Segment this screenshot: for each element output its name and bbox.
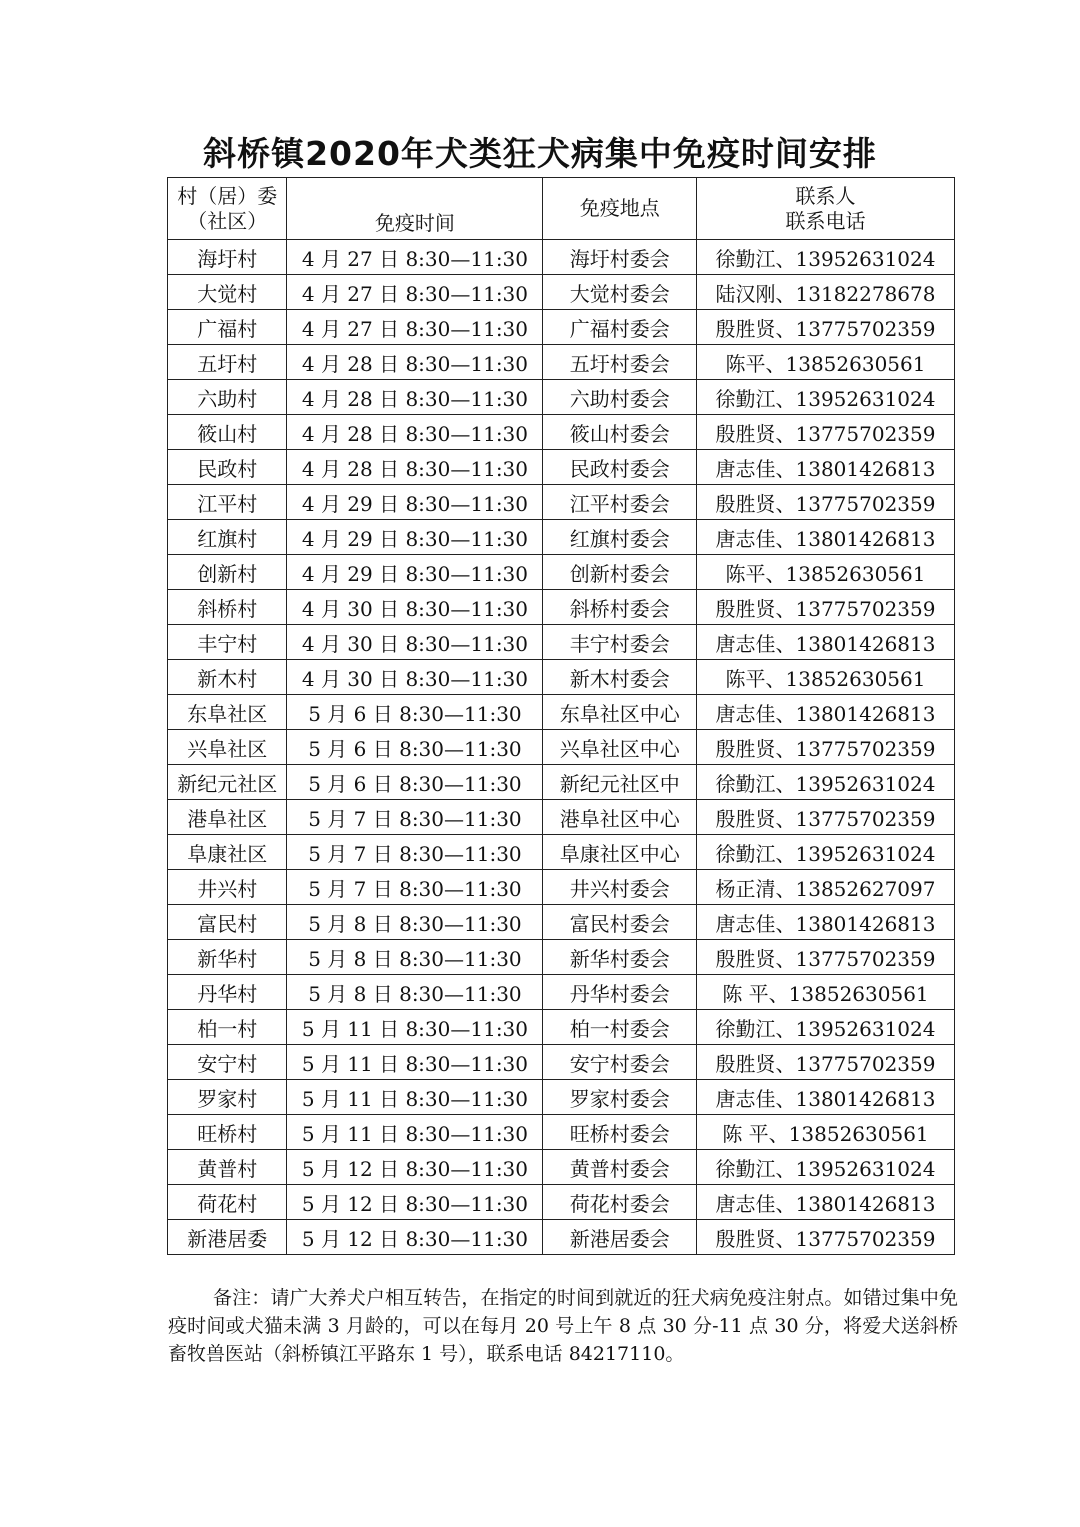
cell-village: 广福村 <box>168 310 287 345</box>
cell-time: 5 月 12 日 8:30—11:30 <box>287 1150 543 1185</box>
cell-location: 民政村委会 <box>543 450 697 485</box>
cell-location: 筱山村委会 <box>543 415 697 450</box>
cell-contact: 殷胜贤、13775702359 <box>697 730 955 765</box>
cell-village: 东阜社区 <box>168 695 287 730</box>
cell-time: 4 月 30 日 8:30—11:30 <box>287 625 543 660</box>
cell-time: 4 月 28 日 8:30—11:30 <box>287 415 543 450</box>
cell-village: 新纪元社区 <box>168 765 287 800</box>
cell-time: 4 月 27 日 8:30—11:30 <box>287 310 543 345</box>
cell-time: 5 月 6 日 8:30—11:30 <box>287 730 543 765</box>
cell-contact: 殷胜贤、13775702359 <box>697 940 955 975</box>
table-row <box>168 1080 955 1115</box>
cell-location: 广福村委会 <box>543 310 697 345</box>
cell-contact: 徐勤江、13952631024 <box>697 380 955 415</box>
footnote <box>168 1284 958 1368</box>
cell-contact: 唐志佳、13801426813 <box>697 625 955 660</box>
cell-village: 民政村 <box>168 450 287 485</box>
cell-time: 5 月 6 日 8:30—11:30 <box>287 765 543 800</box>
cell-location: 斜桥村委会 <box>543 590 697 625</box>
table-row <box>168 940 955 975</box>
table-row <box>168 800 955 835</box>
cell-location: 海圩村委会 <box>543 240 697 275</box>
cell-time: 5 月 7 日 8:30—11:30 <box>287 835 543 870</box>
cell-contact: 陈 平、13852630561 <box>697 975 955 1010</box>
page-title: 斜桥镇2020年犬类狂犬病集中免疫时间安排 <box>203 134 877 173</box>
cell-village: 创新村 <box>168 555 287 590</box>
cell-contact: 徐勤江、13952631024 <box>697 240 955 275</box>
header-location: 免疫地点 <box>543 178 697 240</box>
table-row <box>168 380 955 415</box>
cell-time: 5 月 7 日 8:30—11:30 <box>287 870 543 905</box>
header-contact-line1: 联系人 <box>795 183 856 208</box>
cell-location: 大觉村委会 <box>543 275 697 310</box>
cell-time: 4 月 28 日 8:30—11:30 <box>287 380 543 415</box>
table-row <box>168 905 955 940</box>
cell-time: 5 月 6 日 8:30—11:30 <box>287 695 543 730</box>
cell-location: 江平村委会 <box>543 485 697 520</box>
cell-time: 5 月 8 日 8:30—11:30 <box>287 940 543 975</box>
cell-village: 富民村 <box>168 905 287 940</box>
cell-location: 柏一村委会 <box>543 1010 697 1045</box>
table-row <box>168 765 955 800</box>
cell-time: 4 月 29 日 8:30—11:30 <box>287 520 543 555</box>
cell-village: 新港居委 <box>168 1220 287 1255</box>
cell-contact: 殷胜贤、13775702359 <box>697 310 955 345</box>
cell-time: 5 月 12 日 8:30—11:30 <box>287 1220 543 1255</box>
header-contact <box>697 178 955 240</box>
cell-village: 安宁村 <box>168 1045 287 1080</box>
table-row <box>168 695 955 730</box>
table-row <box>168 625 955 660</box>
cell-location: 新纪元社区中 <box>543 765 697 800</box>
cell-location: 罗家村委会 <box>543 1080 697 1115</box>
cell-village: 海圩村 <box>168 240 287 275</box>
cell-time: 5 月 11 日 8:30—11:30 <box>287 1080 543 1115</box>
footnote-text: 备注：请广大养犬户相互转告，在指定的时间到就近的狂犬病免疫注射点。如错过集中免疫时间或犬猫未满 3 月龄的，可以在每月 20 号上午 8 点 30 分-11 点 30 分，将爱犬送斜桥畜牧兽医站（斜桥镇江平路东 1 号），联系电话 84217110。 <box>168 1287 958 1365</box>
cell-time: 4 月 29 日 8:30—11:30 <box>287 555 543 590</box>
cell-time: 4 月 30 日 8:30—11:30 <box>287 660 543 695</box>
cell-contact: 陈平、13852630561 <box>697 555 955 590</box>
cell-time: 4 月 28 日 8:30—11:30 <box>287 345 543 380</box>
table-row <box>168 1010 955 1045</box>
cell-location: 五圩村委会 <box>543 345 697 380</box>
cell-village: 红旗村 <box>168 520 287 555</box>
cell-contact: 徐勤江、13952631024 <box>697 765 955 800</box>
table-row <box>168 485 955 520</box>
cell-contact: 殷胜贤、13775702359 <box>697 1220 955 1255</box>
cell-time: 5 月 11 日 8:30—11:30 <box>287 1010 543 1045</box>
cell-location: 丰宁村委会 <box>543 625 697 660</box>
cell-location: 新港居委会 <box>543 1220 697 1255</box>
cell-village: 阜康社区 <box>168 835 287 870</box>
table-row <box>168 590 955 625</box>
cell-time: 5 月 7 日 8:30—11:30 <box>287 800 543 835</box>
table-row <box>168 730 955 765</box>
table-row <box>168 1150 955 1185</box>
cell-village: 五圩村 <box>168 345 287 380</box>
cell-village: 柏一村 <box>168 1010 287 1045</box>
cell-location: 创新村委会 <box>543 555 697 590</box>
cell-location: 港阜社区中心 <box>543 800 697 835</box>
cell-village: 江平村 <box>168 485 287 520</box>
cell-location: 六助村委会 <box>543 380 697 415</box>
cell-time: 4 月 27 日 8:30—11:30 <box>287 275 543 310</box>
schedule-table <box>167 177 955 1255</box>
table-row <box>168 835 955 870</box>
cell-location: 黄普村委会 <box>543 1150 697 1185</box>
cell-contact: 陈 平、13852630561 <box>697 1115 955 1150</box>
cell-contact: 唐志佳、13801426813 <box>697 520 955 555</box>
table-row <box>168 450 955 485</box>
cell-village: 港阜社区 <box>168 800 287 835</box>
header-time: 免疫时间 <box>287 178 543 240</box>
cell-village: 黄普村 <box>168 1150 287 1185</box>
header-village-line1: 村（居）委 <box>177 183 278 208</box>
cell-contact: 唐志佳、13801426813 <box>697 905 955 940</box>
cell-time: 4 月 30 日 8:30—11:30 <box>287 590 543 625</box>
cell-village: 丰宁村 <box>168 625 287 660</box>
cell-location: 新木村委会 <box>543 660 697 695</box>
cell-village: 六助村 <box>168 380 287 415</box>
cell-contact: 殷胜贤、13775702359 <box>697 800 955 835</box>
cell-village: 新华村 <box>168 940 287 975</box>
cell-contact: 徐勤江、13952631024 <box>697 1150 955 1185</box>
cell-village: 丹华村 <box>168 975 287 1010</box>
cell-contact: 唐志佳、13801426813 <box>697 1080 955 1115</box>
cell-time: 4 月 28 日 8:30—11:30 <box>287 450 543 485</box>
cell-contact: 唐志佳、13801426813 <box>697 1185 955 1220</box>
table-row <box>168 520 955 555</box>
cell-time: 5 月 8 日 8:30—11:30 <box>287 975 543 1010</box>
cell-village: 旺桥村 <box>168 1115 287 1150</box>
cell-location: 井兴村委会 <box>543 870 697 905</box>
header-village <box>168 178 287 240</box>
header-row <box>168 178 955 240</box>
table-row <box>168 1045 955 1080</box>
cell-contact: 殷胜贤、13775702359 <box>697 590 955 625</box>
table-row <box>168 310 955 345</box>
cell-contact: 徐勤江、13952631024 <box>697 1010 955 1045</box>
cell-contact: 杨正清、13852627097 <box>697 870 955 905</box>
cell-time: 4 月 29 日 8:30—11:30 <box>287 485 543 520</box>
cell-village: 新木村 <box>168 660 287 695</box>
cell-village: 井兴村 <box>168 870 287 905</box>
cell-contact: 陆汉刚、13182278678 <box>697 275 955 310</box>
table-row <box>168 975 955 1010</box>
cell-location: 丹华村委会 <box>543 975 697 1010</box>
table-row <box>168 275 955 310</box>
cell-village: 大觉村 <box>168 275 287 310</box>
cell-village: 筱山村 <box>168 415 287 450</box>
cell-village: 罗家村 <box>168 1080 287 1115</box>
table-row <box>168 555 955 590</box>
cell-location: 兴阜社区中心 <box>543 730 697 765</box>
cell-location: 富民村委会 <box>543 905 697 940</box>
cell-time: 5 月 11 日 8:30—11:30 <box>287 1045 543 1080</box>
cell-contact: 徐勤江、13952631024 <box>697 835 955 870</box>
table-row <box>168 1185 955 1220</box>
cell-location: 东阜社区中心 <box>543 695 697 730</box>
table-row <box>168 870 955 905</box>
cell-time: 5 月 8 日 8:30—11:30 <box>287 905 543 940</box>
cell-location: 新华村委会 <box>543 940 697 975</box>
cell-location: 旺桥村委会 <box>543 1115 697 1150</box>
table-row <box>168 415 955 450</box>
cell-contact: 殷胜贤、13775702359 <box>697 415 955 450</box>
cell-contact: 唐志佳、13801426813 <box>697 695 955 730</box>
cell-contact: 殷胜贤、13775702359 <box>697 1045 955 1080</box>
cell-village: 兴阜社区 <box>168 730 287 765</box>
cell-time: 5 月 12 日 8:30—11:30 <box>287 1185 543 1220</box>
cell-location: 安宁村委会 <box>543 1045 697 1080</box>
table-row <box>168 1220 955 1255</box>
table-header <box>168 178 955 240</box>
header-contact-line2: 联系电话 <box>785 208 866 233</box>
cell-time: 5 月 11 日 8:30—11:30 <box>287 1115 543 1150</box>
cell-contact: 陈平、13852630561 <box>697 660 955 695</box>
table-body <box>168 240 955 1255</box>
table-row <box>168 240 955 275</box>
cell-time: 4 月 27 日 8:30—11:30 <box>287 240 543 275</box>
cell-contact: 陈平、13852630561 <box>697 345 955 380</box>
cell-contact: 殷胜贤、13775702359 <box>697 485 955 520</box>
table-row <box>168 660 955 695</box>
table-row <box>168 1115 955 1150</box>
cell-contact: 唐志佳、13801426813 <box>697 450 955 485</box>
cell-village: 斜桥村 <box>168 590 287 625</box>
cell-location: 阜康社区中心 <box>543 835 697 870</box>
table-row <box>168 345 955 380</box>
cell-village: 荷花村 <box>168 1185 287 1220</box>
cell-location: 荷花村委会 <box>543 1185 697 1220</box>
header-village-line2: （社区） <box>187 208 268 233</box>
cell-location: 红旗村委会 <box>543 520 697 555</box>
